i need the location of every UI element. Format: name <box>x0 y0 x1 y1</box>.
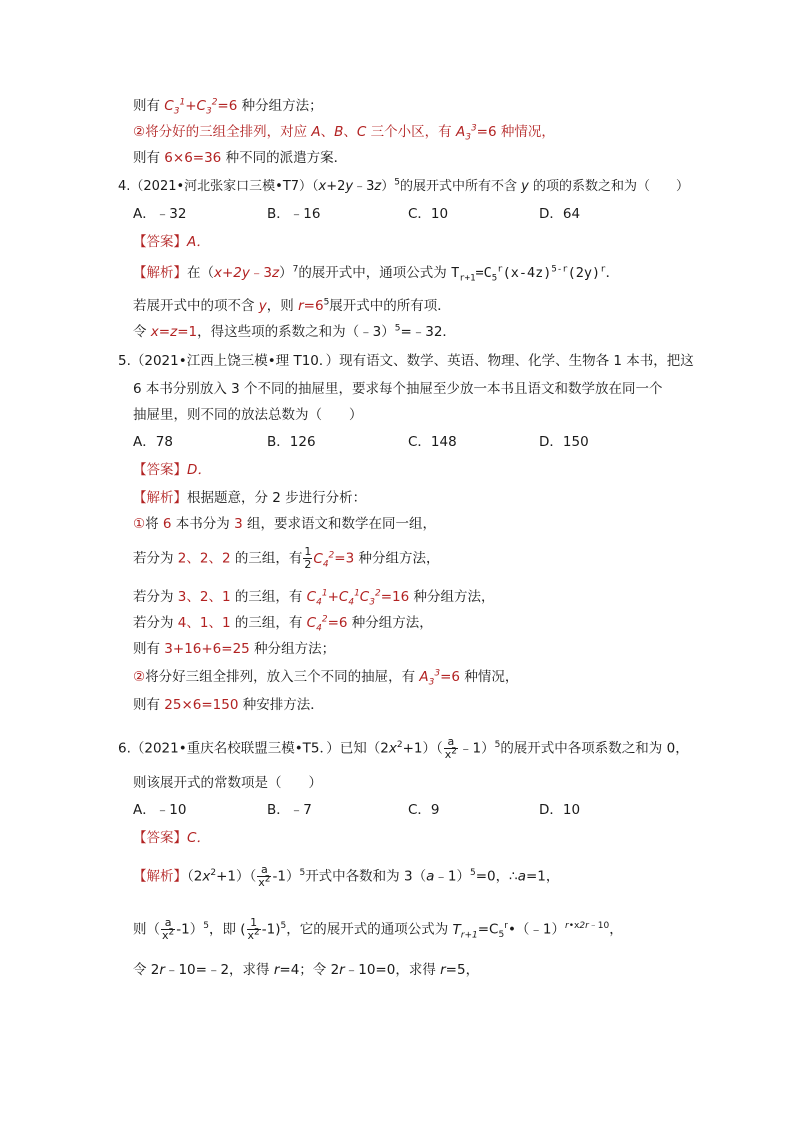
q6-option-d: D．10 <box>539 802 581 818</box>
q6-option-c: C．9 <box>408 802 440 818</box>
q6-answer <box>133 829 210 847</box>
q4-option-b: B．﹣16 <box>267 206 321 222</box>
explanation-label: 【解析】 <box>133 490 187 506</box>
q4-option-d: D．64 <box>539 206 581 222</box>
prev-line-2: ②将分好的三组全排列，对应 A、B、C 三个小区，有 $A_3^3=6$ 种情况， <box>133 123 555 143</box>
q4-option-a: A．﹣32 <box>133 206 187 222</box>
prev-line-3: 则有 6×6=36 种不同的派遣方案． <box>133 150 348 166</box>
q6-explanation-1: 【解析】$(2x^2+1)$（ $\frac{a}{x^2}$ -1）$^5$开式中各数和为 3（a﹣1）$^5$=0，∴a=1， <box>133 863 560 889</box>
question-6-line-2: 则该展开式的常数项是（ ） <box>133 775 322 791</box>
explanation-label: 【解析】 <box>133 868 187 885</box>
q6-explanation-2: 则（ $\frac{a}{x^2}$ -1）$^5$，即 ( $\frac{1}{x^2}$ -1)$^5$，它的展开式的通项公式为 $T_{r+1}=C_5^r•(﹣1)^{r•x2r﹣10}$， <box>133 916 623 942</box>
answer-label: 【答案】 <box>133 234 187 250</box>
q6-option-b: B．﹣7 <box>267 802 312 818</box>
q5-explanation-5: 若分为 4、1、1 的三组，有 $C_4^2=6$ 种分组方法， <box>133 614 433 634</box>
q5-option-d: D．150 <box>539 434 589 450</box>
q5-answer <box>133 461 211 479</box>
q4-explanation-1: 【解析】在（x+2y﹣3z）$^7$的展开式中，通项公式为 $T_{r+1}=C_5^r(x-4z)^{5-r}(2y)^r$． <box>133 264 620 284</box>
q4-answer <box>133 233 210 251</box>
q5-explanation-7: ②将分好三组全排列，放入三个不同的抽屉，有 $A_3^3=6$ 种情况， <box>133 668 519 688</box>
q5-explanation-2: ①将 6 本书分为 3 组，要求语文和数学在同一组， <box>133 516 436 532</box>
q4-option-c: C．10 <box>408 206 449 222</box>
q5-explanation-4: 若分为 3、2、1 的三组，有 $C_4^1+C_4^1C_3^2=16$ 种分组方法， <box>133 588 495 608</box>
question-5-line-3: 抽屉里，则不同的放法总数为（ ） <box>133 407 363 423</box>
question-6-line-1: 6.（2021•重庆名校联盟三模•T5．）已知$(2x^2+1)$（ $\frac{a}{x^2}$ ﹣1）$^5$的展开式中各项系数之和为 0， <box>118 735 689 761</box>
q5-explanation-1 <box>133 489 366 507</box>
answer-label: 【答案】 <box>133 830 187 846</box>
q5-option-b: B．126 <box>267 434 316 450</box>
question-5-line-1: 5.（2021•江西上饶三模•理 T10．）现有语文、数学、英语、物理、化学、生物各 1 本书，把这 <box>118 353 694 369</box>
q5-explanation-3: 若分为 2、2、2 的三组，有 $\frac{1}{2}$ $C_4^2=3$ 种分组方法， <box>133 545 440 571</box>
answer-label: 【答案】 <box>133 462 187 478</box>
prev-line-1: 则有 $C_3^1+C_3^2=6$ 种分组方法； <box>133 97 323 117</box>
q4-explanation-2: 若展开式中的项不含 y，则 $r=6^5$展开式中的所有项． <box>133 297 451 314</box>
q5-option-c: C．148 <box>408 434 457 450</box>
q6-option-a: A．﹣10 <box>133 802 187 818</box>
explanation-label: 【解析】 <box>133 265 187 281</box>
q5-explanation-8: 则有 25×6=150 种安排方法． <box>133 697 324 713</box>
answer-value: D． <box>187 462 211 478</box>
q6-explanation-3: 令 2r﹣10=﹣2，求得 r=4；令 2r﹣10=0，求得 r=5， <box>133 962 480 978</box>
question-4: 4.（2021•河北张家口三模•T7）（x+2y﹣3z）$^5$的展开式中所有不含 y 的项的系数之和为（ ） <box>118 177 689 194</box>
q5-option-a: A．78 <box>133 434 173 450</box>
question-5-line-2: 6 本书分别放入 3 个不同的抽屉里，要求每个抽屉至少放一本书且语文和数学放在同一个 <box>133 381 663 397</box>
q4-explanation-3: 令 x=z=1，得这些项的系数之和为（﹣3）$^5$=﹣32． <box>133 323 456 340</box>
answer-value: A． <box>187 234 210 250</box>
q5-explanation-6: 则有 3+16+6=25 种分组方法； <box>133 641 336 657</box>
explanation-text: 根据题意，分 2 步进行分析： <box>187 490 367 506</box>
answer-value: C． <box>187 830 210 846</box>
